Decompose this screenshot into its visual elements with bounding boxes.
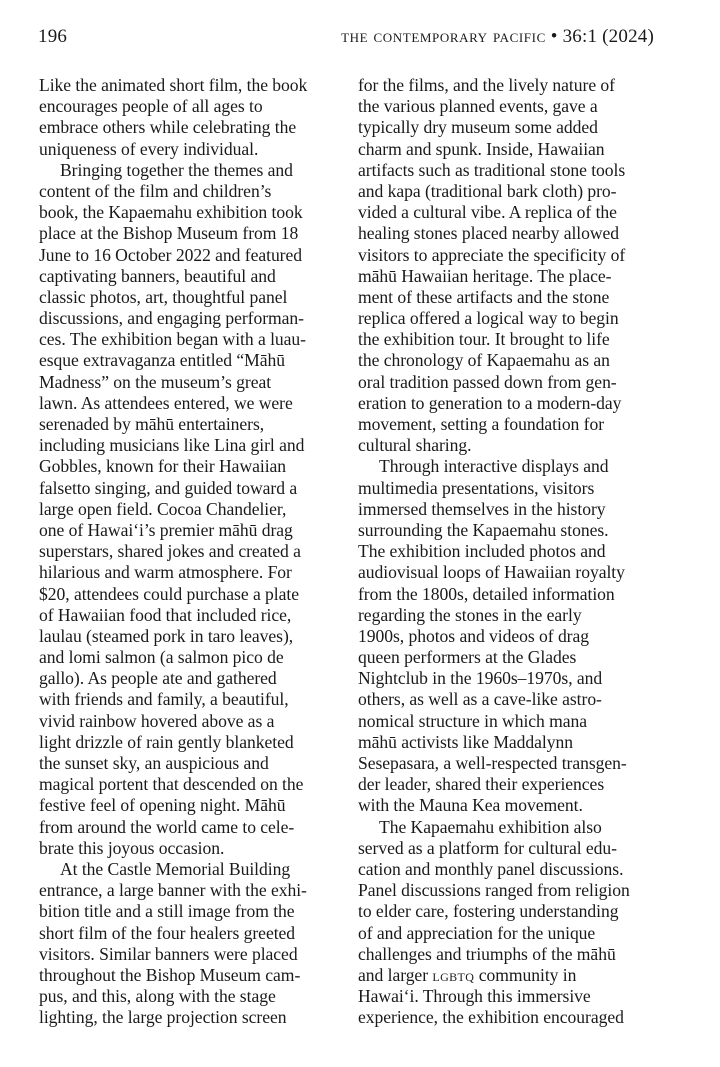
text-line: including musicians like Lina girl and — [39, 435, 305, 456]
text-line: brate this joyous occasion. — [39, 837, 225, 858]
text-line: pus, and this, along with the stage — [39, 986, 276, 1007]
text-line: and lomi salmon (a salmon pico de — [39, 647, 284, 668]
text-line: nomical structure in which mana — [358, 710, 588, 731]
text-line: the chronology of Kapaemahu as an — [358, 350, 610, 371]
text-line: visitors. Similar banners were placed — [39, 943, 298, 964]
journal-title: the contemporary pacific — [341, 26, 546, 47]
text-line: entrance, a large banner with the exhi- — [39, 880, 307, 901]
text-line: Bringing together the themes and — [60, 159, 293, 180]
text-line: māhū Hawaiian heritage. The place- — [358, 265, 612, 286]
text-line: lighting, the large projection screen — [39, 1007, 287, 1028]
text-line: Sesepasara, a well-respected transgen- — [358, 753, 627, 773]
text-line: challenges and triumphs of the māhū — [358, 943, 616, 964]
text-line: with the Mauna Kea movement. — [358, 795, 583, 816]
text-line: esque extravaganza entitled “Māhū — [39, 350, 286, 371]
text-line: and larger lgbtq community in — [358, 964, 577, 985]
volume-issue-year: 36:1 (2024) — [562, 26, 654, 47]
text-line: the sunset sky, an auspicious and — [39, 753, 269, 773]
text-line: falsetto singing, and guided toward a — [39, 477, 298, 498]
text-line: 1900s, photos and videos of drag — [358, 625, 590, 646]
text-line: charm and spunk. Inside, Hawaiian — [358, 138, 605, 159]
text-line: lawn. As attendees entered, we were — [39, 392, 293, 413]
text-line: queen performers at the Glades — [358, 647, 577, 668]
text-line: At the Castle Memorial Building — [60, 858, 291, 879]
text-line: immersed themselves in the history — [358, 498, 606, 519]
body-column-left — [39, 75, 359, 1028]
text-line: cation and monthly panel discussions. — [358, 858, 624, 879]
separator-bullet: • — [550, 26, 558, 47]
text-line: for the films, and the lively nature of — [358, 75, 615, 95]
text-line: The Kapaemahu exhibition also — [379, 816, 602, 837]
text-line: Through interactive displays and — [379, 456, 609, 477]
text-line: audiovisual loops of Hawaiian royalty — [358, 562, 625, 583]
text-line: light drizzle of rain gently blanketed — [39, 731, 294, 752]
text-line: from the 1800s, detailed information — [358, 583, 615, 604]
text-line: eration to generation to a modern-day — [358, 392, 622, 413]
text-line: bition title and a still image from the — [39, 901, 295, 922]
running-head — [38, 26, 654, 52]
text-line: classic photos, art, thoughtful panel — [39, 286, 288, 307]
text-line: one of Hawai‘i’s premier māhū drag — [39, 519, 293, 540]
text-line: ces. The exhibition began with a luau- — [39, 329, 306, 350]
page-number: 196 — [38, 26, 68, 47]
text-line: Madness” on the museum’s great — [39, 371, 272, 392]
text-line: of and appreciation for the unique — [358, 922, 596, 943]
text-line: magical portent that descended on the — [39, 774, 304, 795]
text-line: uniqueness of every individual. — [39, 138, 259, 159]
text-line: experience, the exhibition encouraged — [358, 1007, 624, 1028]
text-line: vivid rainbow hovered above as a — [39, 710, 275, 731]
text-line: Nightclub in the 1960s–1970s, and — [358, 668, 603, 689]
text-line: healing stones placed nearby allowed — [358, 223, 620, 244]
text-line: encourages people of all ages to — [39, 96, 263, 117]
text-line: ment of these artifacts and the stone — [358, 286, 610, 307]
text-line: Like the animated short film, the book — [39, 75, 308, 95]
text-line: artifacts such as traditional stone tools — [358, 159, 626, 180]
text-line: multimedia presentations, visitors — [358, 477, 595, 498]
text-line: serenaded by māhū entertainers, — [39, 414, 265, 434]
text-line: replica offered a logical way to begin — [358, 308, 619, 329]
text-line: typically dry museum some added — [358, 117, 598, 138]
text-line: June to 16 October 2022 and featured — [39, 244, 303, 265]
text-line: māhū activists like Maddalynn — [358, 731, 574, 752]
text-line: book, the Kapaemahu exhibition took — [39, 202, 303, 223]
acronym-small-caps: lgbtq — [432, 964, 475, 985]
text-line: the exhibition tour. It brought to life — [358, 329, 610, 350]
text-line: $20, attendees could purchase a plate — [39, 583, 299, 604]
text-line: surrounding the Kapaemahu stones. — [358, 519, 609, 540]
text-line: oral tradition passed down from gen- — [358, 371, 617, 392]
text-line: to elder care, fostering understanding — [358, 901, 619, 922]
text-line: cultural sharing. — [358, 435, 472, 456]
text-line: Gobbles, known for their Hawaiian — [39, 456, 287, 477]
text-line: the various planned events, gave a — [358, 96, 598, 117]
text-line: others, as well as a cave-like astro- — [358, 689, 602, 710]
text-line: from around the world came to cele- — [39, 816, 295, 837]
text-line: regarding the stones in the early — [358, 604, 582, 625]
text-line: place at the Bishop Museum from 18 — [39, 223, 299, 244]
text-line: superstars, shared jokes and created a — [39, 541, 301, 562]
text-line: gallo). As people ate and gathered — [39, 668, 277, 689]
body-column-right — [358, 75, 678, 1028]
text-line: throughout the Bishop Museum cam- — [39, 964, 301, 985]
text-line: content of the film and children’s — [39, 180, 272, 201]
text-line: served as a platform for cultural edu- — [358, 837, 617, 858]
text-line: The exhibition included photos and — [358, 541, 606, 562]
text-line: hilarious and warm atmosphere. For — [39, 562, 292, 583]
text-line: vided a cultural vibe. A replica of the — [358, 202, 617, 223]
text-line: laulau (steamed pork in taro leaves), — [39, 625, 294, 646]
text-line: large open field. Cocoa Chandelier, — [39, 498, 287, 519]
text-line: movement, setting a foundation for — [358, 414, 605, 434]
text-line: embrace others while celebrating the — [39, 117, 297, 138]
text-line: short film of the four healers greeted — [39, 922, 296, 943]
text-line: Hawai‘i. Through this immersive — [358, 986, 591, 1007]
text-line: and kapa (traditional bark cloth) pro- — [358, 180, 617, 201]
text-line: der leader, shared their experiences — [358, 774, 605, 795]
text-line: of Hawaiian food that included rice, — [39, 604, 292, 625]
text-line: with friends and family, a beautiful, — [39, 689, 289, 710]
text-line: captivating banners, beautiful and — [39, 265, 276, 286]
text-line: visitors to appreciate the specificity of — [358, 244, 626, 265]
journal-citation — [341, 26, 654, 48]
text-line: Panel discussions ranged from religion — [358, 880, 630, 901]
text-line: discussions, and engaging performan- — [39, 308, 304, 329]
text-line: festive feel of opening night. Māhū — [39, 795, 286, 816]
